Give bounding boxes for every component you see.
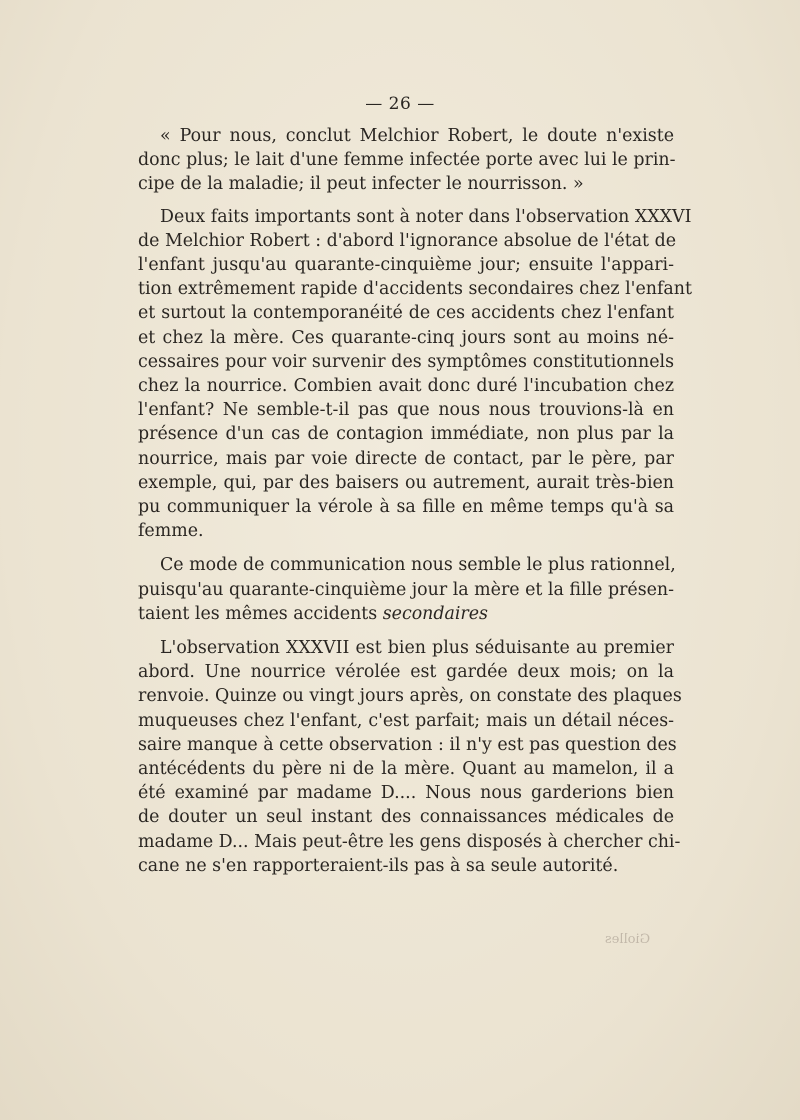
text-line: donc plus; le lait d'une femme infectée porte avec lui le prin-: [138, 150, 676, 171]
paragraph-observation-xxxvii: [138, 636, 682, 878]
text-line: [138, 602, 674, 626]
text-line: cane ne s'en rapporteraient-ils pas à sa seule autorité.: [138, 855, 619, 876]
bleed-through-text: Giolles: [604, 932, 650, 947]
text-line: cessaires pour voir survenir des symptômes constitutionnels: [138, 351, 674, 372]
body-text: [138, 124, 692, 878]
text-line: « Pour nous, conclut Melchior Robert, le doute n'existe: [160, 126, 674, 146]
page-number: — 26 —: [365, 94, 435, 114]
text-line: femme.: [138, 521, 204, 542]
text-line: de douter un seul instant des connaissances médicales de: [138, 807, 674, 828]
text-line: saire manque à cette observation : il n'y est pas question des: [138, 734, 677, 755]
text-line: renvoie. Quinze ou vingt jours après, on constate des plaques: [138, 686, 682, 707]
text-line: L'observation XXXVII est bien plus séduisante au premier: [160, 638, 674, 659]
text-line: et chez la mère. Ces quarante-cinq jours sont au moins né-: [138, 327, 674, 348]
paragraph-communication-mode: [138, 553, 674, 626]
text-line: nourrice, mais par voie directe de contact, par le père, par: [138, 448, 674, 469]
paragraph-quote: [138, 124, 674, 197]
text-line: exemple, qui, par des baisers ou autrement, aurait très-bien: [138, 472, 674, 493]
text-fragment: taient les mêmes accidents: [138, 603, 383, 624]
text-line: et surtout la contemporanéité de ces accidents chez l'enfant: [138, 303, 674, 324]
italic-word: secondaires: [382, 603, 488, 624]
text-line: l'enfant jusqu'au quarante-cinquième jour; ensuite l'appari-: [138, 255, 674, 276]
paragraph-observation-xxxvi: [138, 205, 692, 544]
text-line: madame D... Mais peut-être les gens disposés à chercher chi-: [138, 831, 681, 852]
text-line: de Melchior Robert : d'abord l'ignorance absolue de l'état de: [138, 230, 676, 251]
text-line: puisqu'au quarante-cinquième jour la mère et la fille présen-: [138, 579, 674, 600]
text-line: Deux faits importants sont à noter dans l'observation XXXVI: [160, 206, 692, 227]
text-line: antécédents du père ni de la mère. Quant au mamelon, il a: [138, 759, 674, 780]
text-line: Ce mode de communication nous semble le plus rationnel,: [160, 555, 676, 576]
text-line: tion extrêmement rapide d'accidents secondaires chez l'enfant: [138, 279, 692, 300]
text-line: l'enfant? Ne semble-t-il pas que nous nous trouvions-là en: [138, 400, 674, 421]
text-line: abord. Une nourrice vérolée est gardée deux mois; on la: [138, 662, 674, 683]
text-line: chez la nourrice. Combien avait donc duré l'incubation chez: [138, 376, 674, 397]
text-line: été examiné par madame D.... Nous nous garderions bien: [138, 783, 674, 804]
text-line: présence d'un cas de contagion immédiate, non plus par la: [138, 424, 674, 445]
text-line: cipe de la maladie; il peut infecter le nourrisson. »: [138, 174, 584, 195]
text-line: muqueuses chez l'enfant, c'est parfait; mais un détail néces-: [138, 710, 674, 731]
text-line: pu communiquer la vérole à sa fille en même temps qu'à sa: [138, 497, 674, 518]
